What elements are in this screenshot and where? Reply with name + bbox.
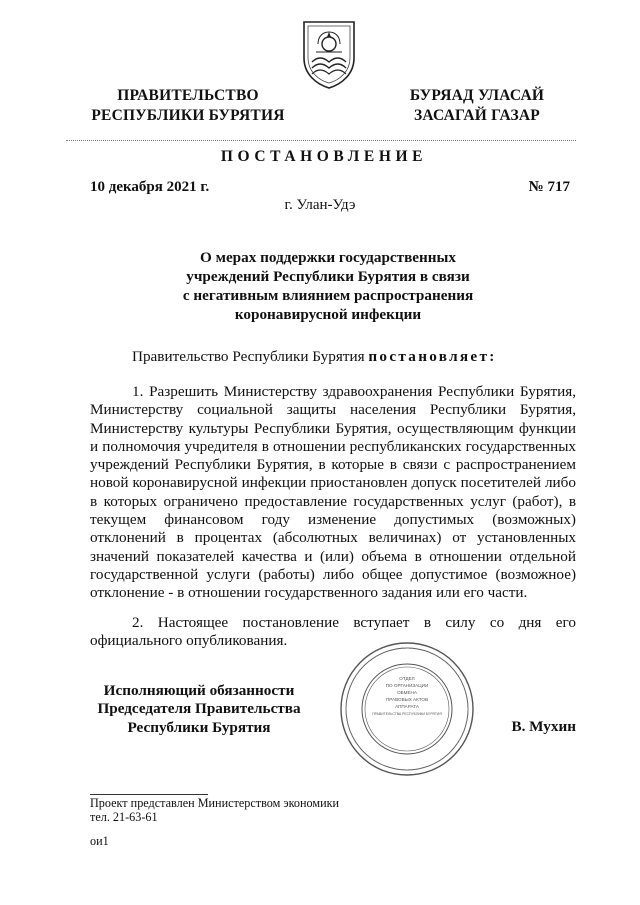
preamble-emphasis: постановляет: [368, 348, 497, 365]
footnote-divider [90, 794, 208, 795]
signatory-position-line: Исполняющий обязанности [103, 682, 295, 699]
signatory-position-line: Председателя Правительства [97, 700, 301, 718]
header-divider [66, 140, 576, 141]
seal-line: ПРАВИТЕЛЬСТВА РЕСПУБЛИКИ БУРЯТИЯ [372, 712, 442, 716]
header-org-right-line1: БУРЯАД УЛАСАЙ [409, 87, 545, 104]
document-city: г. Улан-Удэ [284, 197, 356, 213]
paragraph-2: 2. Настоящее постановление вступает в силу со дня его официального опубликования. [90, 614, 576, 650]
header-org-left-line1: ПРАВИТЕЛЬСТВО [117, 87, 259, 104]
paragraph-1: 1. Разрешить Министерству здравоохранения Республики Бурятия, Министерству социальной защиты населения Республики Бурятия, Министерству культуры Республики Бурятия, осуществляющим функции и полномочия учредителя в отношении республиканских государственных учреждений Республики Бурятия, в которые в связи с распространением новой коронавирусной инфекции приостановлен допуск посетителей либо в которых ограничено предоставление государственных услуг (работ), в текущем финансовом году изменение допустимых (возможных) отклонений в процентах (абсолютных величинах) от установленных значений показателей качества и (или) объема в отношении отдельной государственной услуги (работы) либо общее допустимое (возможное) отклонение - в отношении государственного задания или его части. [90, 383, 576, 602]
subject-line: учреждений Республики Бурятия в связи [186, 268, 470, 285]
coat-of-arms-icon [298, 18, 360, 90]
seal-line: ОБМЕНА [397, 690, 417, 695]
preamble [132, 348, 592, 366]
header-org-right [382, 86, 572, 126]
subject-line: с негативным влиянием распространения [182, 287, 474, 304]
header-org-left [78, 86, 298, 126]
footnote-note: Проект представлен Министерством экономики [90, 796, 340, 810]
signatory-position [90, 682, 308, 737]
subject-line: коронавирусной инфекции [234, 306, 422, 323]
signatory-position-line: Республики Бурятия [127, 718, 271, 736]
official-seal-stamp [338, 640, 476, 778]
seal-line: АППАРАТА [395, 704, 419, 709]
document-subject [140, 248, 516, 324]
header-org-right-line2: ЗАСАГАЙ ГАЗАР [414, 107, 540, 124]
seal-line: ПРАВОВЫХ АКТОВ [385, 697, 429, 702]
footnote [90, 796, 490, 824]
document-code: oи1 [90, 834, 109, 848]
preamble-text: Правительство Республики Бурятия [132, 348, 369, 365]
seal-line: ПО ОРГАНИЗАЦИИ [385, 683, 429, 688]
footnote-phone: тел. 21-63-61 [90, 810, 158, 824]
document-type-title: ПОСТАНОВЛЕНИЕ [220, 148, 428, 165]
signatory-name: В. Мухин [511, 718, 576, 735]
document-number: № 717 [528, 179, 570, 195]
document-date: 10 декабря 2021 г. [90, 179, 210, 195]
header-org-left-line2: РЕСПУБЛИКИ БУРЯТИЯ [91, 107, 285, 124]
subject-line: О мерах поддержки государственных [199, 249, 456, 266]
seal-line: ОТДЕЛ [399, 676, 415, 681]
